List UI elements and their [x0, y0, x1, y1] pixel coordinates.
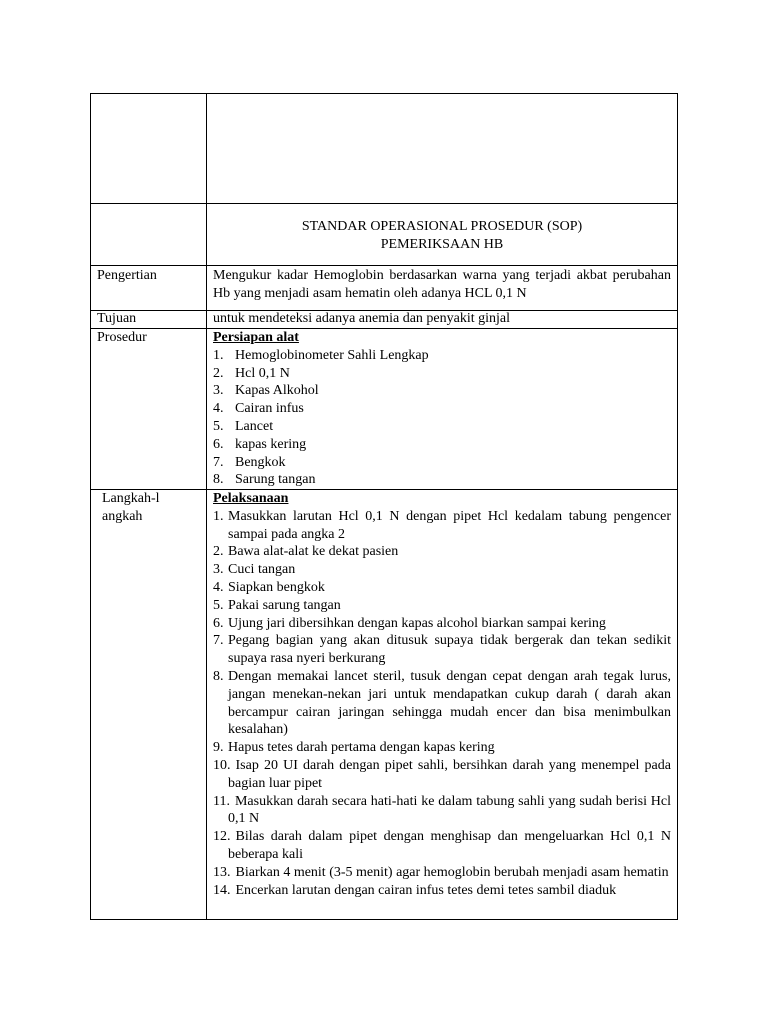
document-title: [207, 204, 677, 265]
tool-item-number: 2.: [213, 365, 224, 381]
steps-label: [91, 490, 207, 919]
tool-item-number: 5.: [213, 418, 224, 434]
step-item-text: Dengan memakai lancet steril, tusuk dengan cepat dengan arah tegak lurus, jangan menekan-nekan jari untuk mendapatkan cukup darah ( darah akan bercampur cairan jaringan sehingga mudah encer dan bisa menimbulkan kesalahan): [228, 668, 671, 738]
step-item-text: Bilas darah dalam pipet dengan menghisap dan mengeluarkan Hcl 0,1 N beberapa kali: [228, 829, 671, 862]
definition-label: Pengertian: [91, 266, 207, 310]
steps-list: [213, 508, 671, 900]
steps-row: [90, 490, 678, 920]
tool-item-number: 7.: [213, 454, 224, 470]
step-item-text: Pegang bagian yang akan ditusuk supaya tidak bergerak dan tekan sedikit supaya rasa nyeri berkurang: [228, 633, 671, 667]
tool-item: [213, 436, 671, 454]
tool-item-text: Lancet: [235, 418, 274, 434]
step-item-number: 8.: [213, 668, 224, 684]
step-item: [213, 757, 671, 793]
step-item-number: 2.: [213, 544, 224, 560]
procedure-label: Prosedur: [91, 329, 207, 489]
tool-item-text: Cairan infus: [235, 401, 304, 417]
step-item-number: 1.: [213, 508, 224, 524]
tool-item-number: 4.: [213, 401, 224, 417]
step-item-number: 13.: [213, 864, 231, 880]
procedure-content: [207, 329, 677, 489]
step-item-text: Biarkan 4 menit (3-5 menit) agar hemoglobin berubah menjadi asam hematin: [235, 864, 669, 880]
step-item-text: Bawa alat-alat ke dekat pasien: [228, 544, 399, 560]
step-item-number: 10.: [213, 757, 231, 773]
step-item-number: 6.: [213, 615, 224, 631]
step-item-text: Pakai sarung tangan: [228, 597, 341, 613]
step-item-text: Hapus tetes darah pertama dengan kapas kering: [228, 740, 495, 756]
step-item-number: 4.: [213, 579, 224, 595]
title-left-cell: [91, 204, 207, 265]
step-item-text: Isap 20 UI darah dengan pipet sahli, bersihkan darah yang menempel pada bagian luar pipet: [228, 757, 671, 791]
step-item-number: 14.: [213, 882, 231, 898]
steps-heading: Pelaksanaan: [213, 491, 289, 506]
definition-row: [90, 266, 678, 311]
step-item: [213, 543, 671, 561]
step-item: [213, 793, 671, 829]
header-logo-row: [90, 93, 678, 204]
tool-item-text: Kapas Alkohol: [235, 383, 319, 399]
tool-item-text: Sarung tangan: [235, 472, 316, 488]
steps-content: [207, 490, 677, 919]
step-item-number: 5.: [213, 597, 224, 613]
tool-item-number: 3.: [213, 383, 224, 399]
definition-text: Mengukur kadar Hemoglobin berdasarkan warna yang terjadi akbat perubahan Hb yang menjadi asam hematin oleh adanya HCL 0,1 N: [213, 268, 671, 301]
title-line-2: PEMERIKSAAN HB: [380, 236, 504, 252]
title-row: [90, 204, 678, 266]
tool-item: [213, 454, 671, 472]
tools-heading: Persiapan alat: [213, 330, 299, 345]
header-blank-cell: [207, 94, 677, 203]
step-item: [213, 615, 671, 633]
tool-item-text: Hcl 0,1 N: [235, 365, 290, 381]
goal-text: untuk mendeteksi adanya anemia dan penyakit ginjal: [213, 311, 511, 326]
step-item-number: 11.: [213, 793, 230, 809]
tool-item-number: 8.: [213, 472, 224, 488]
tool-item-number: 6.: [213, 436, 224, 452]
step-item: [213, 864, 671, 882]
tool-item-text: kapas kering: [235, 436, 307, 452]
title-line-1: STANDAR OPERASIONAL PROSEDUR (SOP): [301, 219, 583, 234]
procedure-row: [90, 329, 678, 490]
step-item-text: Masukkan darah secara hati-hati ke dalam tabung sahli yang sudah berisi Hcl 0,1 N: [228, 793, 671, 827]
tool-item-text: Bengkok: [235, 454, 286, 470]
step-item-number: 9.: [213, 740, 224, 756]
step-item: [213, 882, 671, 900]
tool-item: [213, 382, 671, 400]
step-item-text: Masukkan larutan Hcl 0,1 N dengan pipet Hcl kedalam tabung pengencer sampai pada angka 2: [228, 508, 671, 542]
tools-list: [213, 347, 671, 489]
step-item-text: Encerkan larutan dengan cairan infus tetes demi tetes sambil diaduk: [235, 882, 617, 898]
tool-item-number: 1.: [213, 347, 224, 363]
step-item-number: 7.: [213, 633, 224, 649]
tool-item: [213, 365, 671, 383]
tool-item: [213, 418, 671, 436]
step-item-text: Siapkan bengkok: [228, 579, 325, 595]
step-item: [213, 561, 671, 579]
step-item-number: 12.: [213, 829, 231, 845]
step-item: [213, 668, 671, 739]
step-item: [213, 739, 671, 757]
goal-row: [90, 311, 678, 329]
step-item-number: 3.: [213, 562, 224, 578]
step-item: [213, 579, 671, 597]
sop-table: [90, 93, 678, 920]
step-item-text: Cuci tangan: [228, 562, 296, 578]
tool-item: [213, 400, 671, 418]
logo-cell: [91, 94, 207, 203]
tool-item: [213, 347, 671, 365]
steps-label-text: Langkah-langkah: [102, 491, 160, 524]
step-item: [213, 828, 671, 864]
tool-item-text: Hemoglobinometer Sahli Lengkap: [235, 347, 429, 363]
goal-label: Tujuan: [91, 311, 207, 328]
step-item-text: Ujung jari dibersihkan dengan kapas alcohol biarkan sampai kering: [228, 615, 606, 631]
step-item: [213, 508, 671, 544]
step-item: [213, 597, 671, 615]
step-item: [213, 632, 671, 668]
tool-item: [213, 471, 671, 489]
